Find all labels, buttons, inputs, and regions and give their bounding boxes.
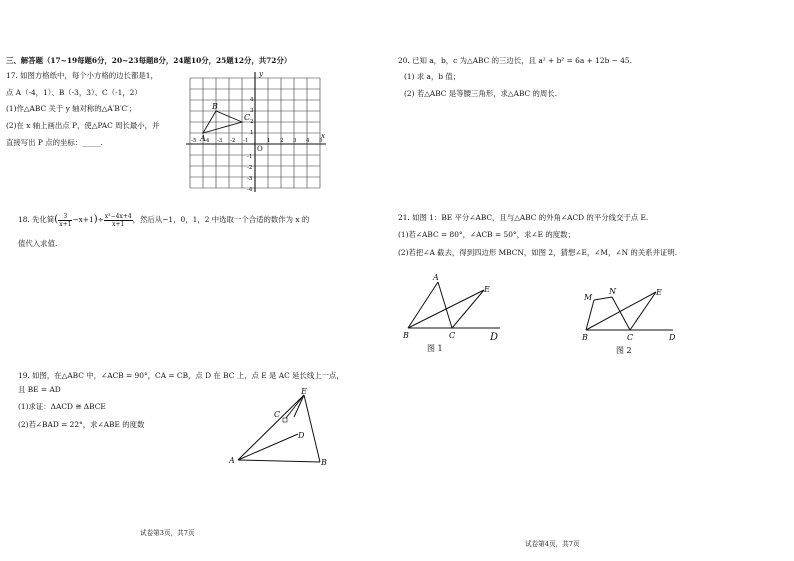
svg-text:-3: -3 (217, 138, 223, 144)
fig19-label-d: D (298, 431, 305, 440)
fig19-label-e: E (301, 387, 307, 396)
x-axis-label: x (321, 132, 325, 140)
q19-line4: (2)若∠BAD = 22°，求∠ABE 的度数 (18, 420, 145, 429)
section-heading: 三、解答题（17~19每题6分，20~23每题8分，24题10分，25题12分，共72分） (6, 56, 292, 65)
q21-line1: 21. 如图 1：BE 平分∠ABC，且与△ABC 的外角∠ACD 的平分线交于点 E. (398, 213, 649, 222)
svg-text:1: 1 (250, 130, 254, 136)
fig1-label-b: B (403, 331, 409, 340)
q19-line2: 且 BE = AD (18, 385, 61, 394)
fig19-label-b: B (321, 458, 327, 467)
svg-text:-1: -1 (243, 138, 249, 144)
q18-fraction1: $\frac{3}{x+1}$ (59, 212, 72, 228)
fig2-label-n: N (609, 287, 616, 296)
svg-text:-2: -2 (247, 165, 253, 171)
svg-text:1: 1 (267, 138, 271, 144)
fig19-label-c: C (274, 410, 281, 419)
y-tick-labels (247, 97, 254, 193)
footer-left: 试卷第3页，共7页 (140, 529, 195, 537)
q18-minus-term: −x+1 (72, 215, 94, 224)
fig2-label-c: C (627, 333, 634, 342)
svg-text:2: 2 (250, 119, 254, 125)
q20-line2: (1) 求 a，b 值； (404, 72, 461, 81)
point-c-label: C (244, 113, 251, 122)
q21-line2: (1)若∠ABC = 80°，∠ACB = 50°，求∠E 的度数； (398, 230, 575, 239)
fig2-caption: 图 2 (616, 346, 632, 355)
fig2-label-m: M (584, 293, 593, 302)
svg-text:-1: -1 (247, 154, 253, 160)
q18-line2: 值代入求值. (18, 239, 58, 248)
q18-divide: ÷ (97, 215, 104, 224)
q20-line1: 20. 已知 a，b，c 为△ABC 的三边长，且 a² + b² = 6a + 12b − 45. (398, 56, 632, 65)
q20-line3: (2) 若△ABC 是等腰三角形，求△ABC 的周长. (404, 89, 558, 98)
fig1-label-c: C (449, 331, 456, 340)
q17-line3: (1)作△ABC 关于 y 轴对称的△A′B′C′； (6, 104, 137, 113)
figure-2 (578, 280, 688, 360)
figure-1 (400, 270, 510, 355)
q17-line4: (2)在 x 轴上画出点 P，使△PAC 周长最小，并 (6, 121, 160, 130)
q17-line5: 直接写出 P 点的坐标：_____. (6, 138, 104, 147)
svg-text:-4: -4 (204, 138, 210, 144)
q18-line1: 18. 先化简( $\frac{3}{x+1}$ −x+1)÷ $\frac{\text{x²−4x+4}}{x+1}$ ，然后从−1，0，1，2 中选取一个合适的数作为 x 的 (18, 212, 310, 228)
fig2-label-d: D (669, 333, 676, 342)
svg-text:-3: -3 (247, 176, 253, 182)
q19-line3: (1)求证：ΔACD ≅ ΔBCE (18, 402, 106, 411)
q17-line2: 点 A（-4，1）、B（-3，3）、C（-1，2） (6, 88, 142, 97)
q21-line3: (2)若把∠A 截去，得到四边形 MBCN，如图 2，猜想∠E，∠M，∠N 的关系并证明. (398, 248, 678, 257)
point-b-label: B (212, 102, 218, 111)
footer-right: 试卷第4页，共7页 (525, 540, 580, 548)
q17-line1: 17. 如图方格纸中，每个小方格的边长都是1， (6, 71, 158, 80)
fig1-label-d: D (490, 332, 499, 343)
svg-text:-2: -2 (230, 138, 236, 144)
fig2-label-e: E (656, 288, 662, 297)
svg-text:-5: -5 (191, 138, 197, 144)
q18-fraction2: $\frac{\text{x²−4x+4}}{x+1}$ (104, 212, 132, 228)
x-tick-labels (191, 138, 323, 144)
fig1-label-e: E (484, 285, 490, 294)
svg-text:4: 4 (250, 97, 254, 103)
point-a-label: A (200, 134, 206, 143)
fig19-label-a: A (229, 456, 235, 465)
q18-suffix: ，然后从−1，0，1，2 中选取一个合适的数作为 x 的 (132, 215, 310, 224)
q19-line1: 19. 如图，在△ABC 中，∠ACB = 90°，CA = CB，点 D 在 BC 上，点 E 是 AC 延长线上一点， (18, 371, 344, 380)
q18-prefix: 18. 先化简 (18, 215, 55, 224)
svg-text:5: 5 (319, 138, 323, 144)
fig1-label-a: A (433, 273, 439, 282)
y-axis-label: y (259, 70, 263, 78)
figure-q19 (228, 385, 338, 470)
svg-text:2: 2 (280, 138, 284, 144)
coordinate-grid (180, 68, 330, 198)
svg-text:4: 4 (306, 138, 310, 144)
svg-text:3: 3 (293, 138, 297, 144)
fig2-label-b: B (582, 333, 588, 342)
svg-text:-4: -4 (247, 187, 253, 193)
origin-label: O (257, 145, 263, 153)
svg-text:3: 3 (250, 108, 254, 114)
fig1-caption: 图 1 (427, 344, 443, 353)
